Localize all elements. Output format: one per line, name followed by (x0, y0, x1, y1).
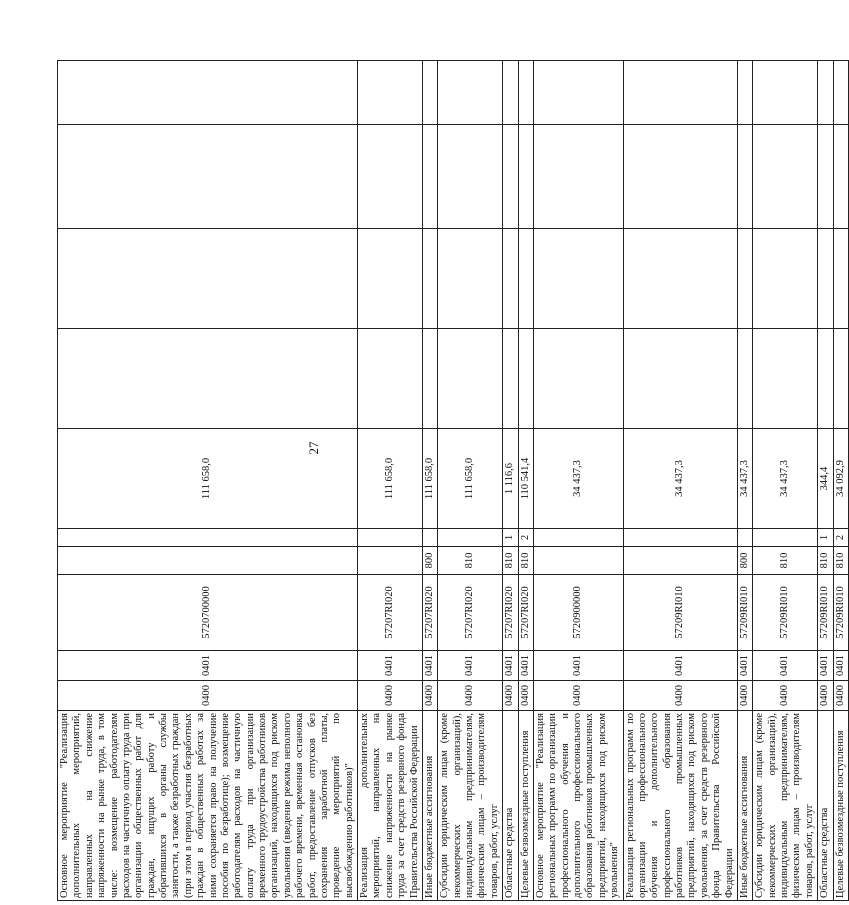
empty-cell (737, 61, 752, 125)
amount: 34 437,3 (533, 429, 623, 529)
page-number: 27 (306, 441, 321, 455)
empty-cell (737, 329, 752, 429)
empty-cell (422, 329, 437, 429)
subsection-code: 0401 (518, 651, 533, 681)
table-row (358, 61, 423, 901)
source-code (58, 529, 358, 547)
target-article-code: 5720900000 (533, 575, 623, 651)
amount: 111 658,0 (58, 429, 358, 529)
section-code: 0400 (533, 681, 623, 711)
empty-cell (533, 61, 623, 125)
empty-cell (623, 125, 737, 229)
empty-cell (833, 61, 848, 125)
target-article-code: 57207RI020 (422, 575, 437, 651)
section-code: 0400 (503, 681, 518, 711)
empty-cell (422, 125, 437, 229)
expense-type-code (623, 547, 737, 575)
row-description: Целевые безвозмездные поступления (833, 711, 848, 901)
row-description: Субсидии юридическим лицам (кроме некоммерческих организаций), индивидуальным предпринимателям, физическим лицам – производителям товаров, работ, услуг (753, 711, 818, 901)
row-description: Реализация региональных программ по организации профессионального обучения и дополнительного профессионального образования работников промышленных предприятий, находящихся под риском увольнения, за счет средств резервного фонда Правительства Российской Федерации (623, 711, 737, 901)
empty-cell (503, 125, 518, 229)
empty-cell (818, 229, 833, 329)
empty-cell (753, 329, 818, 429)
row-description: Областные средства (503, 711, 518, 901)
empty-cell (533, 125, 623, 229)
table-row (518, 61, 533, 901)
section-code: 0400 (58, 681, 358, 711)
empty-cell (422, 229, 437, 329)
subsection-code: 0401 (358, 651, 423, 681)
source-code: 2 (518, 529, 533, 547)
empty-cell (518, 329, 533, 429)
empty-cell (358, 61, 423, 125)
subsection-code: 0401 (438, 651, 503, 681)
empty-cell (518, 125, 533, 229)
expense-type-code (533, 547, 623, 575)
target-article-code: 57207RI020 (518, 575, 533, 651)
source-code: 2 (833, 529, 848, 547)
source-code (358, 529, 423, 547)
row-description: Реализация дополнительных мероприятий, направленных на снижение напряженности на рынке труда за счет средств резервного фонда Правительства Российской Федерации (358, 711, 423, 901)
section-code: 0400 (623, 681, 737, 711)
table-row (818, 61, 833, 901)
section-code: 0400 (737, 681, 752, 711)
row-description: Иные бюджетные ассигнования (737, 711, 752, 901)
empty-cell (623, 229, 737, 329)
section-code: 0400 (833, 681, 848, 711)
target-article-code: 57209RI010 (818, 575, 833, 651)
table-row (737, 61, 752, 901)
target-article-code: 57209RI010 (623, 575, 737, 651)
section-code: 0400 (753, 681, 818, 711)
subsection-code: 0401 (623, 651, 737, 681)
budget-table-sheet (57, 61, 846, 901)
section-code: 0400 (818, 681, 833, 711)
target-article-code: 57209RI010 (737, 575, 752, 651)
expense-type-code: 810 (518, 547, 533, 575)
expense-type-code: 800 (422, 547, 437, 575)
section-code: 0400 (358, 681, 423, 711)
subsection-code: 0401 (833, 651, 848, 681)
expense-type-code: 800 (737, 547, 752, 575)
empty-cell (533, 229, 623, 329)
table-row (533, 61, 623, 901)
table-row (833, 61, 848, 901)
amount: 111 658,0 (358, 429, 423, 529)
empty-cell (833, 229, 848, 329)
empty-cell (623, 61, 737, 125)
subsection-code: 0401 (737, 651, 752, 681)
row-description: Областные средства (818, 711, 833, 901)
empty-cell (833, 125, 848, 229)
empty-cell (58, 61, 358, 125)
empty-cell (533, 329, 623, 429)
empty-cell (518, 229, 533, 329)
row-description: Иные бюджетные ассигнования (422, 711, 437, 901)
table-row (438, 61, 503, 901)
empty-cell (358, 125, 423, 229)
amount: 111 658,0 (438, 429, 503, 529)
subsection-code: 0401 (58, 651, 358, 681)
row-description: Целевые безвозмездные поступления (518, 711, 533, 901)
source-code (533, 529, 623, 547)
source-code (737, 529, 752, 547)
empty-cell (503, 61, 518, 125)
source-code (753, 529, 818, 547)
target-article-code: 57207RI020 (503, 575, 518, 651)
amount: 344,4 (818, 429, 833, 529)
empty-cell (438, 125, 503, 229)
empty-cell (358, 329, 423, 429)
empty-cell (58, 125, 358, 229)
target-article-code: 57209RI010 (833, 575, 848, 651)
amount: 34 437,3 (623, 429, 737, 529)
empty-cell (737, 125, 752, 229)
empty-cell (422, 61, 437, 125)
expense-type-code: 810 (438, 547, 503, 575)
section-code: 0400 (518, 681, 533, 711)
budget-table (57, 60, 849, 901)
expense-type-code (358, 547, 423, 575)
empty-cell (753, 229, 818, 329)
source-code (623, 529, 737, 547)
section-code: 0400 (438, 681, 503, 711)
source-code: 1 (818, 529, 833, 547)
empty-cell (438, 329, 503, 429)
expense-type-code: 810 (833, 547, 848, 575)
amount: 34 092,9 (833, 429, 848, 529)
target-article-code: 5720700000 (58, 575, 358, 651)
empty-cell (753, 61, 818, 125)
amount: 1 116,6 (503, 429, 518, 529)
amount: 111 658,0 (422, 429, 437, 529)
table-row (503, 61, 518, 901)
empty-cell (818, 329, 833, 429)
subsection-code: 0401 (503, 651, 518, 681)
table-row (623, 61, 737, 901)
empty-cell (503, 329, 518, 429)
subsection-code: 0401 (533, 651, 623, 681)
empty-cell (753, 125, 818, 229)
section-code: 0400 (422, 681, 437, 711)
empty-cell (623, 329, 737, 429)
expense-type-code: 810 (753, 547, 818, 575)
source-code (438, 529, 503, 547)
subsection-code: 0401 (422, 651, 437, 681)
table-row (58, 61, 358, 901)
empty-cell (58, 329, 358, 429)
expense-type-code: 810 (818, 547, 833, 575)
subsection-code: 0401 (818, 651, 833, 681)
empty-cell (438, 229, 503, 329)
empty-cell (818, 125, 833, 229)
table-row (753, 61, 818, 901)
empty-cell (438, 61, 503, 125)
target-article-code: 57209RI010 (753, 575, 818, 651)
row-description: Основное мероприятие "Реализация региональных программ по организации профессионального обучения и дополнительного профессионального образования работников промышленных предприятий, находящихся под риском увольнения" (533, 711, 623, 901)
row-description: Субсидии юридическим лицам (кроме некоммерческих организаций), индивидуальным предпринимателям, физическим лицам – производителям товаров, работ, услуг (438, 711, 503, 901)
empty-cell (833, 329, 848, 429)
expense-type-code (58, 547, 358, 575)
amount: 34 437,3 (737, 429, 752, 529)
empty-cell (737, 229, 752, 329)
subsection-code: 0401 (753, 651, 818, 681)
table-row (422, 61, 437, 901)
target-article-code: 57207RI020 (438, 575, 503, 651)
empty-cell (818, 61, 833, 125)
empty-cell (358, 229, 423, 329)
target-article-code: 57207RI020 (358, 575, 423, 651)
amount: 110 541,4 (518, 429, 533, 529)
expense-type-code: 810 (503, 547, 518, 575)
empty-cell (518, 61, 533, 125)
empty-cell (503, 229, 518, 329)
row-description: Основное мероприятие "Реализация дополнительных мероприятий, направленных на снижение напряженности на рынке труда, в том числе: возмещение работодателям расходов на частичную оплату труда при организации общественных работ для граждан, ищущих работу и обратившихся в органы службы занятости, а также безработных граждан (при этом в период участия безработных граждан в общественных работах за ними сохраняется право на получение пособия по безработице); возмещение работодателям расходов на частичную оплату труда при организации временного трудоустройства работников организаций, находящихся под риском увольнения (введение режима неполного рабочего времени, временная остановка работ, предоставление отпусков без сохранения заработной платы, проведение мероприятий по высвобождению работников)" (58, 711, 358, 901)
source-code (422, 529, 437, 547)
amount: 34 437,3 (753, 429, 818, 529)
empty-cell (58, 229, 358, 329)
source-code: 1 (503, 529, 518, 547)
